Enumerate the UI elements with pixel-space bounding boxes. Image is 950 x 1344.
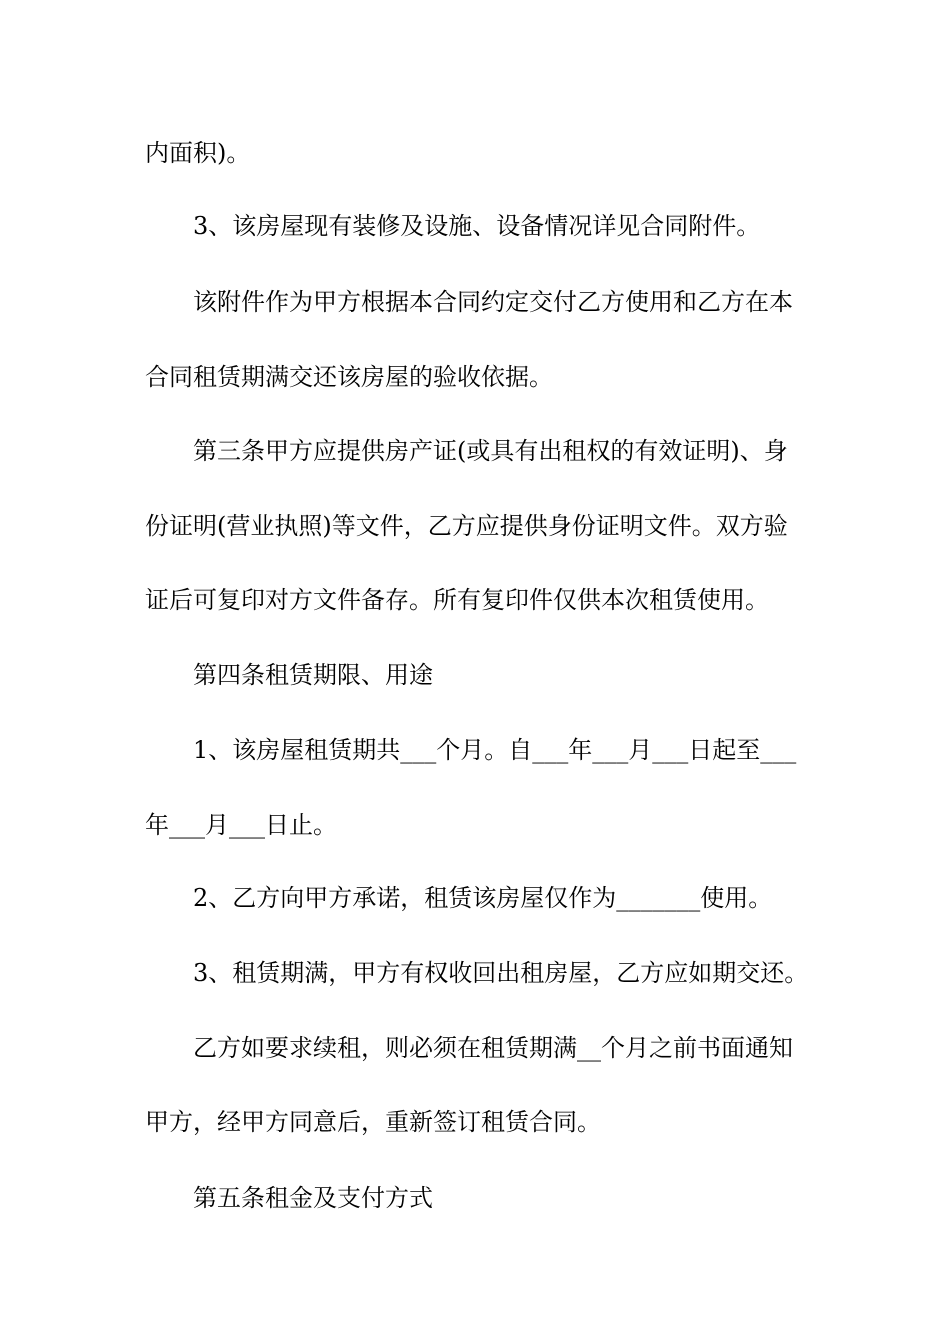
text-line: 内面积)。 xyxy=(145,139,251,167)
text-line: 甲方，经甲方同意后，重新签订租赁合同。 xyxy=(145,1108,601,1136)
text-line: 证后可复印对方文件备存。所有复印件仅供本次租赁使用。 xyxy=(145,586,769,614)
text-line: 第三条甲方应提供房产证(或具有出租权的有效证明)、身 xyxy=(193,437,788,465)
section-heading: 第五条租金及支付方式 xyxy=(193,1184,433,1212)
text-line: 乙方如要求续租，则必须在租赁期满__个月之前书面通知 xyxy=(193,1034,793,1062)
text-line: 份证明(营业执照)等文件，乙方应提供身份证明文件。双方验 xyxy=(145,512,788,540)
text-line: 3、租赁期满，甲方有权收回出租房屋，乙方应如期交还。 xyxy=(193,959,809,987)
text-line: 该附件作为甲方根据本合同约定交付乙方使用和乙方在本 xyxy=(193,288,793,316)
text-line: 2、乙方向甲方承诺，租赁该房屋仅作为_______使用。 xyxy=(193,884,773,912)
text-line: 年___月___日止。 xyxy=(145,811,337,839)
section-heading: 第四条租赁期限、用途 xyxy=(193,661,433,689)
text-line: 3、该房屋现有装修及设施、设备情况详见合同附件。 xyxy=(193,212,761,240)
text-line: 合同租赁期满交还该房屋的验收依据。 xyxy=(145,363,553,391)
text-line: 1、该房屋租赁期共___个月。自___年___月___日起至___ xyxy=(193,736,797,764)
